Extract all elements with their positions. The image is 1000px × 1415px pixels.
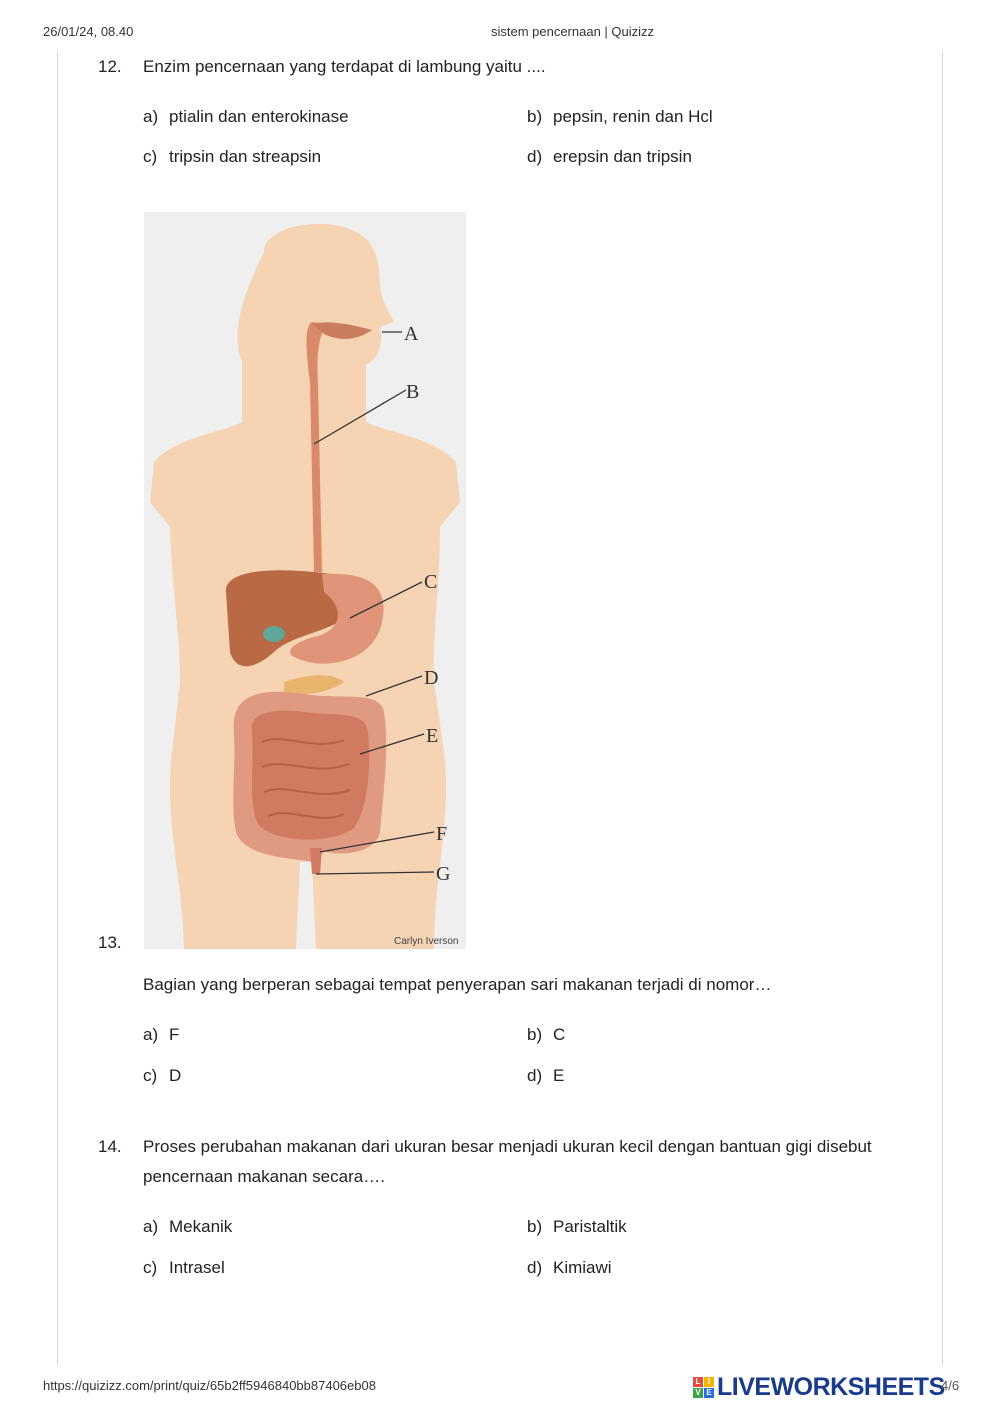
option-c[interactable]: c) tripsin dan streapsin — [143, 147, 322, 166]
option-d[interactable]: d) Kimiawi — [527, 1258, 612, 1277]
option-b[interactable]: b) C — [527, 1025, 566, 1044]
option-a[interactable]: a) F — [143, 1025, 180, 1044]
page-border-right — [942, 52, 943, 1365]
page-border-left — [57, 52, 58, 1365]
question-number: 13. — [98, 933, 122, 952]
brand-name: LIVEWORKSHEETS — [717, 1372, 945, 1401]
option-b[interactable]: b) pepsin, renin dan Hcl — [527, 107, 713, 126]
image-credit: Carlyn Iverson — [394, 936, 459, 947]
liveworksheets-logo — [693, 1373, 945, 1401]
page-header-title: sistem pencernaan | Quizizz — [490, 24, 655, 39]
question-text: Proses perubahan makanan dari ukuran besar menjadi ukuran kecil dengan bantuan gigi disebut pencernaan makanan secara…. — [143, 1137, 872, 1186]
page-number: 4/6 — [941, 1378, 960, 1393]
option-d[interactable]: d) erepsin dan tripsin — [527, 147, 692, 166]
label-c: C — [424, 571, 438, 593]
question-number: 14. — [98, 1137, 122, 1156]
label-f: F — [436, 823, 448, 845]
print-datetime: 26/01/24, 08.40 — [43, 24, 134, 39]
label-e: E — [426, 725, 439, 747]
label-g: G — [436, 863, 451, 885]
digestive-system-illustration — [144, 212, 466, 949]
question-number: 12. — [98, 57, 122, 76]
footer-url: https://quizizz.com/print/quiz/65b2ff5946840bb87406eb08 — [43, 1378, 376, 1393]
question-text: Bagian yang berperan sebagai tempat penyerapan sari makanan terjadi di nomor… — [143, 975, 772, 994]
gallbladder — [263, 626, 285, 642]
question-text: Enzim pencernaan yang terdapat di lambung yaitu .... — [143, 57, 546, 76]
label-d: D — [424, 667, 439, 689]
option-b[interactable]: b) Paristaltik — [527, 1217, 627, 1236]
option-a[interactable]: a) ptialin dan enterokinase — [143, 107, 349, 126]
option-d[interactable]: d) E — [527, 1066, 565, 1085]
option-a[interactable]: a) Mekanik — [143, 1217, 233, 1236]
digestive-system-figure — [144, 212, 466, 949]
option-c[interactable]: c) D — [143, 1066, 182, 1085]
label-a: A — [404, 323, 419, 345]
brand-logo-icon: L I V E — [693, 1377, 714, 1398]
option-c[interactable]: c) Intrasel — [143, 1258, 225, 1277]
small-intestine — [252, 711, 370, 840]
label-b: B — [406, 381, 420, 403]
